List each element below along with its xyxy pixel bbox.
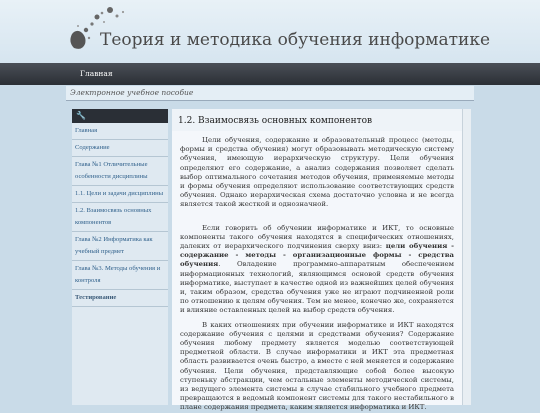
sidebar-item-chapter-1[interactable]: Глава №1 Отличительные особенности дисциплины — [72, 157, 168, 186]
site-title: Теория и методика обучения информатике — [100, 30, 491, 50]
sidebar-item-section-1-2[interactable]: 1.2. Взаимосвязь основных компонентов — [72, 203, 168, 232]
top-navbar — [0, 63, 540, 85]
sidebar-item-section-1-1[interactable]: 1.1. Цели и задачи дисциплины — [72, 186, 168, 203]
sidebar-menu — [72, 109, 168, 405]
nav-home-link[interactable]: Главная — [80, 69, 113, 78]
sidebar-header — [72, 109, 168, 123]
paragraph-3: В каких отношениях при обучении информатике и ИКТ находятся содержание обучения с целями и средствами обучения? Содержание обучения любому предмету является моделью соответствующей предметной области. В случае информатики и ИКТ эта предметная область развивается очень быстро, а вместе с ней меняется и содержание обучения. Цели обучения, представляющие собой более высокую ступеньку абстракции, чем остальные элементы методической системы, из ведущего элемента системы в случае стабильного учебного предмета превращаются в ведомый компонент системы для такого нестабильного в плане содержания предмета, каким является информатика и ИКТ. — [180, 320, 454, 412]
sidebar-item-home[interactable]: Главная — [72, 123, 168, 140]
content-scrollbar[interactable] — [462, 109, 471, 405]
paragraph-2-text: Если говорить об обучении информатике и ИКТ, то основные компоненты такого обучения находятся в специфических отношениях, далеких от иерархического подчинения сверху вниз: — [180, 223, 454, 251]
paragraph-2 — [180, 224, 454, 316]
page-title: 1.2. Взаимосвязь основных компонентов — [172, 109, 462, 131]
site-subtitle: Электронное учебное пособие — [70, 88, 194, 97]
sidebar-item-contents[interactable]: Содержание — [72, 140, 168, 157]
subtitle-bar — [66, 86, 474, 101]
paragraph-1: Цели обучения, содержание и образовательный процесс (методы, формы и средства обучения) могут образовывать методическую систему обучения, имеющую иерархическую структуру. Цели обучения определяют его содержание, а анализ содержания позволяет сделать выбор оптимального сочетания методов обучения, применяемые методы и формы обучения определяют использование соответствующих средств обучения. Однако иерархическая схема достаточно условна и не всегда является такой жесткой и однозначной. — [180, 136, 454, 209]
paragraph-2-rest: . Овладение программно-аппаратным обеспечением информационных технологий, являющимся основой средств обучения информатике, выступает в качестве одной из важнейших целей обучения и, таким образом, средства обучения уже не играют подчиненной роли по отношению к целям обучения. Тем не менее, конечно же, сохраняется и влияние оставленных целей на выбор средств обучения. — [180, 260, 454, 315]
sidebar-item-chapter-2[interactable]: Глава №2 Информатика как учебный предмет — [72, 232, 168, 261]
sidebar-item-testing[interactable]: Тестирование — [72, 290, 168, 307]
site-header — [0, 0, 540, 63]
wrench-icon: 🔧 — [76, 111, 86, 120]
sidebar-item-chapter-3[interactable]: Глава №3. Методы обучения и контроля — [72, 261, 168, 290]
main-content — [172, 109, 462, 412]
paragraph-2-emphasis: цели обучения - содержание - методы - организационные формы - средства обучения — [180, 242, 454, 269]
